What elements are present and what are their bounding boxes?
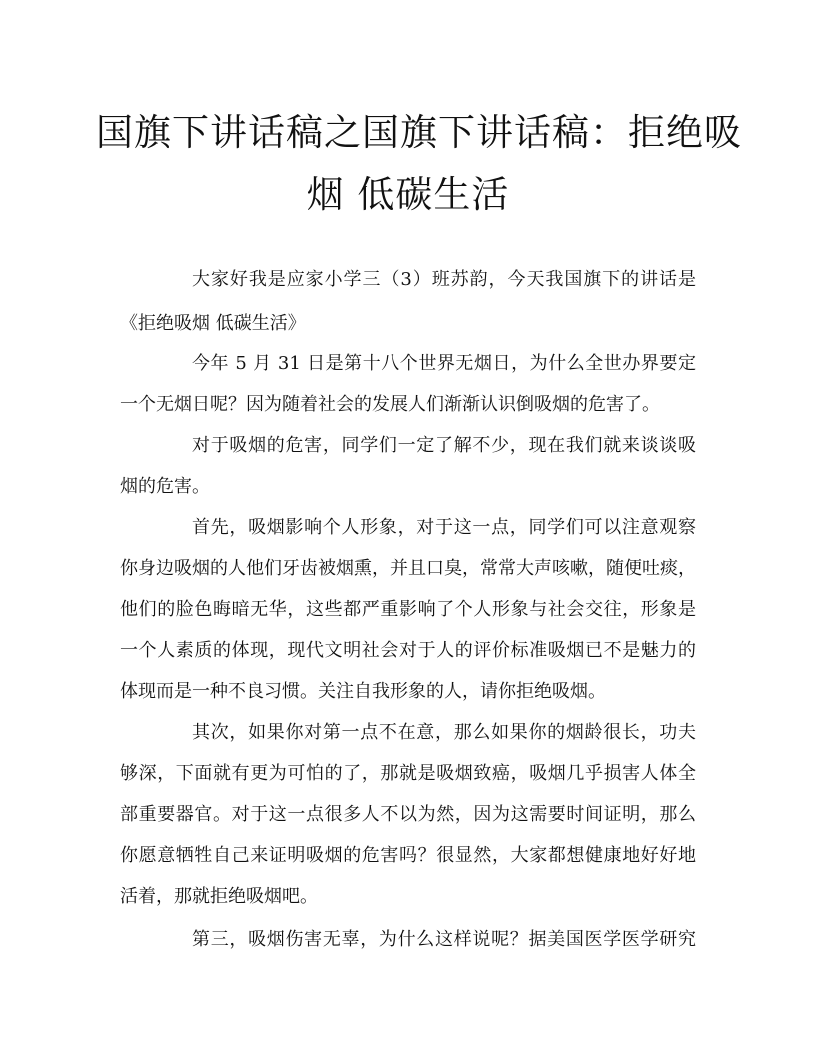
paragraph-line: 他们的脸色晦暗无华，这些都严重影响了个人形象与社会交往，形象是 — [120, 599, 696, 620]
paragraph-line: 大家好我是应家小学三（3）班苏韵，今天我国旗下的讲话是 — [192, 269, 696, 290]
paragraph-line: 够深，下面就有更为可怕的了，那就是吸烟致癌，吸烟几乎损害人体全 — [120, 763, 696, 784]
paragraph-line: 烟的危害。 — [120, 476, 210, 497]
document-title-line-1: 国旗下讲话稿之国旗下讲话稿：拒绝吸 — [96, 111, 742, 154]
paragraph-line: 活着，那就拒绝吸烟吧。 — [120, 886, 318, 907]
paragraph-line: 首先，吸烟影响个人形象，对于这一点，同学们可以注意观察 — [192, 517, 696, 538]
document-title-line-2: 烟 低碳生活 — [306, 173, 510, 216]
paragraph-line: 体现而是一种不良习惯。关注自我形象的人，请你拒绝吸烟。 — [120, 681, 606, 702]
paragraph-line: 《拒绝吸烟 低碳生活》 — [120, 313, 306, 334]
paragraph-line: 其次，如果你对第一点不在意，那么如果你的烟龄很长，功夫 — [192, 722, 696, 743]
paragraph-line: 第三，吸烟伤害无辜，为什么这样说呢？据美国医学医学研究 — [192, 929, 696, 950]
paragraph-line: 部重要器官。对于这一点很多人不以为然，因为这需要时间证明，那么 — [120, 804, 696, 825]
paragraph-line: 你愿意牺牲自己来证明吸烟的危害吗？很显然，大家都想健康地好好地 — [120, 845, 696, 866]
paragraph-line: 一个无烟日呢？因为随着社会的发展人们渐渐认识倒吸烟的危害了。 — [120, 394, 660, 415]
paragraph-line: 今年 5 月 31 日是第十八个世界无烟日，为什么全世办界要定 — [192, 353, 696, 374]
paragraph-line: 你身边吸烟的人他们牙齿被烟熏，并且口臭，常常大声咳嗽，随便吐痰， — [120, 558, 696, 579]
paragraph-line: 一个人素质的体现，现代文明社会对于人的评价标准吸烟已不是魅力的 — [120, 640, 696, 661]
paragraph-line: 对于吸烟的危害，同学们一定了解不少，现在我们就来谈谈吸 — [192, 435, 696, 456]
